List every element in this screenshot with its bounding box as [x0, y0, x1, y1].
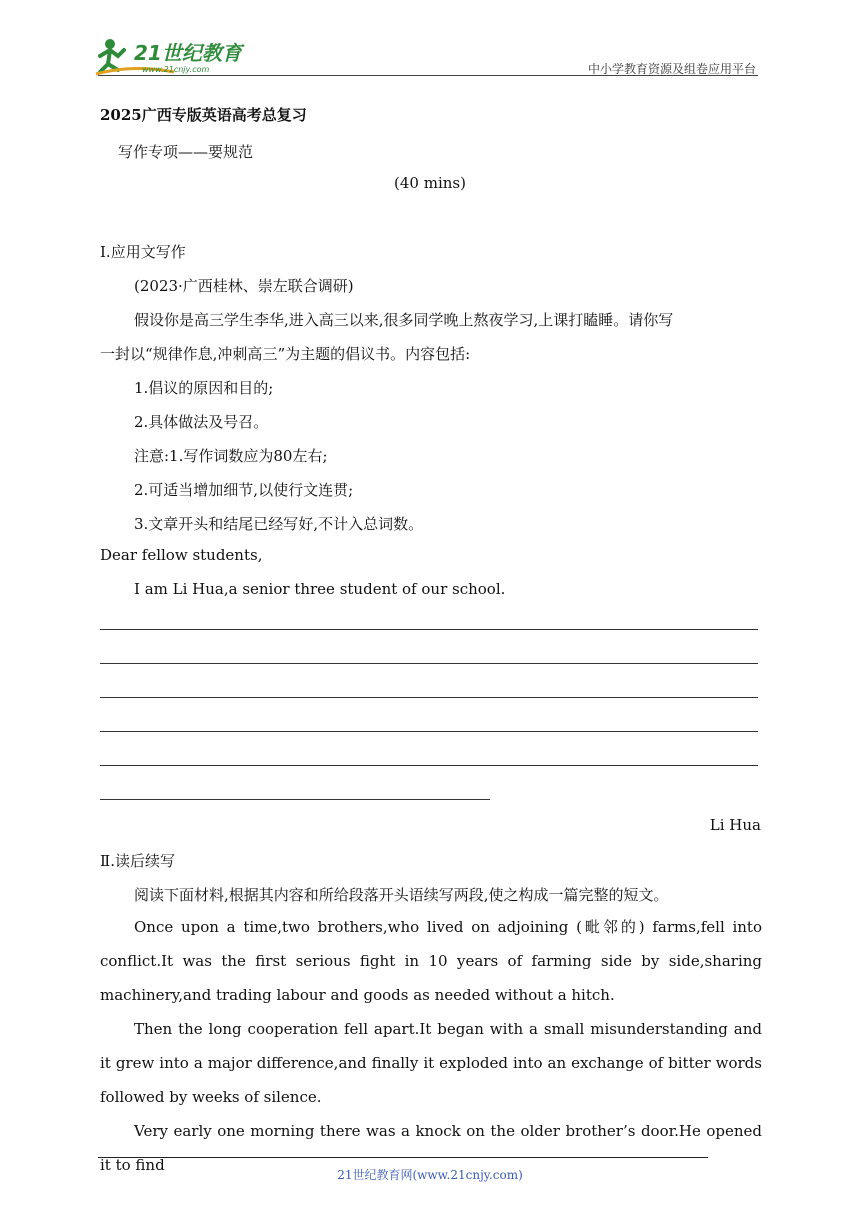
section1-item2: 2.具体做法及号召。: [134, 413, 269, 431]
answer-line[interactable]: [100, 765, 758, 766]
section2-instruction: 阅读下面材料,根据其内容和所给段落开头语续写两段,使之构成一篇完整的短文。: [134, 886, 669, 904]
header-divider: [98, 75, 758, 76]
section1-prompt-line1: 假设你是高三学生李华,进入高三以来,很多同学晚上熬夜学习,上课打瞌睡。请你写: [134, 311, 674, 329]
document-title: 2025广西专版英语高考总复习: [100, 106, 307, 124]
header-platform-text: 中小学教育资源及组卷应用平台: [587, 62, 756, 76]
answer-line[interactable]: [100, 697, 758, 698]
answer-line[interactable]: [100, 629, 758, 630]
story-paragraph-2: Then the long cooperation fell apart.It began with a small misunderstanding and it grew into a major difference,and finally it exploded into an exchange of bitter words followed by weeks of silence.: [100, 1020, 762, 1106]
answer-line[interactable]: [100, 799, 490, 800]
letter-opening: I am Li Hua,a senior three student of our school.: [134, 580, 506, 598]
runner-logo-icon: [94, 34, 264, 78]
time-limit: (40 mins): [394, 174, 466, 192]
section1-source: (2023·广西桂林、崇左联合调研): [134, 277, 354, 295]
section1-item1: 1.倡议的原因和目的;: [134, 379, 274, 397]
story-paragraph-1: Once upon a time,two brothers,who lived on adjoining (毗邻的) farms,fell into conflict.It was the first serious fight in 10 years of farming side by side,sharing machinery,and trading labour and goods as needed without a hitch.: [100, 918, 762, 1004]
section1-heading: Ⅰ.应用文写作: [100, 243, 186, 261]
answer-line[interactable]: [100, 663, 758, 664]
section1-prompt-line2: 一封以“规律作息,冲刺高三”为主题的倡议书。内容包括:: [100, 345, 471, 363]
footer-divider: [98, 1157, 708, 1158]
letter-signature: Li Hua: [709, 816, 761, 834]
story-paragraph-3: Very early one morning there was a knock on the older brother’s door.He opened it to find: [100, 1122, 762, 1174]
svg-text:21世纪教育: 21世纪教育: [134, 41, 242, 65]
answer-line[interactable]: [100, 731, 758, 732]
section1-note2: 2.可适当增加细节,以使行文连贯;: [134, 481, 354, 499]
section1-note3: 3.文章开头和结尾已经写好,不计入总词数。: [134, 515, 424, 533]
document-subtitle: 写作专项——要规范: [118, 143, 254, 161]
section2-heading: Ⅱ.读后续写: [100, 852, 175, 870]
section1-note1: 注意:1.写作词数应为80左右;: [134, 447, 328, 465]
svg-text:www.21cnjy.com: www.21cnjy.com: [142, 65, 210, 74]
footer-text[interactable]: 21世纪教育网(www.21cnjy.com): [337, 1168, 523, 1182]
site-logo: [94, 34, 264, 78]
letter-greeting: Dear fellow students,: [100, 546, 263, 564]
